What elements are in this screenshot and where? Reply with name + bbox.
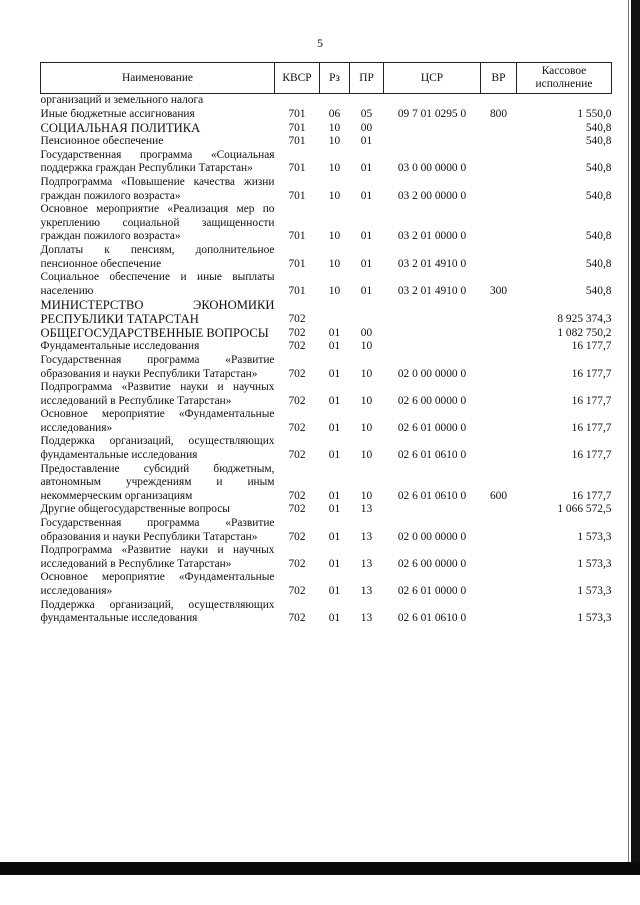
row-csr: 02 6 01 0610 0 xyxy=(397,449,467,462)
row-pr: 01 xyxy=(360,257,373,270)
row-kvsr: 701 xyxy=(288,189,306,202)
row-name: Подпрограмма «Развитие науки и научных исследований в Республике Татарстан» xyxy=(40,544,275,570)
table-row xyxy=(41,149,612,176)
row-csr: 03 2 01 0000 0 xyxy=(397,230,467,243)
row-cash-execution: 16 177,7 xyxy=(571,421,612,434)
row-kvsr: 702 xyxy=(288,489,306,502)
row-csr: 02 6 01 0000 0 xyxy=(397,585,467,597)
row-pr: 13 xyxy=(360,585,373,597)
row-pr: 01 xyxy=(360,230,373,243)
row-pr: 01 xyxy=(360,135,373,148)
row-pr: 01 xyxy=(360,284,373,297)
row-csr: 02 6 00 0000 0 xyxy=(397,557,467,570)
row-rz: 01 xyxy=(328,530,341,543)
row-pr: 05 xyxy=(360,107,373,120)
table-row xyxy=(41,503,612,517)
row-csr: 02 0 00 0000 0 xyxy=(397,367,467,380)
row-name: Предоставление субсидий бюджетным, автономным учреждениям и иным некоммерческим организациям xyxy=(40,462,275,502)
row-rz xyxy=(320,94,350,108)
row-rz: 10 xyxy=(328,189,341,202)
row-name: Государственная программа «Развитие образования и науки Республики Татарстан» xyxy=(40,353,275,380)
row-vr xyxy=(481,599,517,626)
row-vr: 600 xyxy=(489,489,508,502)
row-kvsr: 702 xyxy=(288,530,306,543)
row-kvsr: 701 xyxy=(288,257,306,270)
row-rz: 10 xyxy=(328,135,341,148)
table-row xyxy=(41,271,612,298)
row-name: Поддержка организаций, осуществляющих фундаментальные исследования xyxy=(40,435,275,462)
row-pr: 10 xyxy=(360,340,373,353)
row-cash-execution: 540,8 xyxy=(585,121,612,134)
row-pr: 13 xyxy=(360,530,373,543)
scan-bottom-border xyxy=(0,862,640,875)
row-pr: 01 xyxy=(360,189,373,202)
row-cash-execution: 1 573,3 xyxy=(577,585,612,597)
row-csr: 03 0 00 0000 0 xyxy=(397,162,467,175)
row-rz: 01 xyxy=(328,367,341,380)
header-csr: ЦСР xyxy=(384,63,481,94)
row-name: Доплаты к пенсиям, дополнительное пенсионное обеспечение xyxy=(40,243,275,270)
row-name: Фундаментальные исследования xyxy=(40,340,200,353)
row-pr: 10 xyxy=(360,421,373,434)
row-pr: 13 xyxy=(360,612,373,625)
row-kvsr: 702 xyxy=(288,340,306,353)
row-kvsr: 702 xyxy=(288,394,306,407)
row-csr xyxy=(384,298,481,326)
row-rz: 10 xyxy=(328,257,341,270)
row-rz: 01 xyxy=(328,394,341,407)
row-name: МИНИСТЕРСТВО ЭКОНОМИКИ РЕСПУБЛИКИ ТАТАРСТАН xyxy=(40,298,275,327)
row-kvsr: 701 xyxy=(288,162,306,175)
table-row xyxy=(41,340,612,354)
row-kvsr: 701 xyxy=(288,135,306,148)
row-kvsr: 702 xyxy=(288,449,306,462)
row-csr xyxy=(384,340,481,354)
row-vr xyxy=(481,503,517,517)
table-row xyxy=(41,463,612,504)
row-rz: 10 xyxy=(328,121,341,134)
scan-edge-line xyxy=(628,0,629,862)
row-vr: 300 xyxy=(489,284,508,297)
row-csr: 03 2 01 4910 0 xyxy=(397,284,467,297)
row-vr xyxy=(481,544,517,571)
row-name: Поддержка организаций, осуществляющих фундаментальные исследования xyxy=(40,598,275,625)
row-csr: 02 6 01 0610 0 xyxy=(397,489,467,502)
row-pr: 01 xyxy=(360,162,373,175)
row-rz xyxy=(320,298,350,326)
row-kvsr: 702 xyxy=(288,557,306,570)
table-row xyxy=(41,435,612,462)
row-cash-execution: 1 573,3 xyxy=(577,530,612,543)
table-row xyxy=(41,203,612,244)
row-csr xyxy=(384,121,481,135)
row-cash-execution: 540,8 xyxy=(585,135,612,148)
row-vr xyxy=(481,517,517,544)
row-rz: 10 xyxy=(328,230,341,243)
row-rz: 10 xyxy=(328,284,341,297)
row-name: Подпрограмма «Повышение качества жизни граждан пожилого возраста» xyxy=(40,175,275,202)
row-kvsr: 702 xyxy=(288,367,306,380)
row-pr: 00 xyxy=(360,326,373,339)
row-cash-execution: 540,8 xyxy=(585,284,612,297)
row-kvsr: 702 xyxy=(288,326,306,339)
row-name: СОЦИАЛЬНАЯ ПОЛИТИКА xyxy=(40,121,201,136)
row-rz: 01 xyxy=(328,421,341,434)
row-cash-execution: 540,8 xyxy=(585,162,612,175)
row-cash-execution: 1 066 572,5 xyxy=(557,503,612,516)
row-cash-execution: 16 177,7 xyxy=(571,367,612,380)
row-csr xyxy=(384,94,481,108)
row-name: Государственная программа «Социальная поддержка граждан Республики Татарстан» xyxy=(40,148,275,175)
table-row xyxy=(41,121,612,135)
row-cash-execution: 16 177,7 xyxy=(571,340,612,353)
row-name: ОБЩЕГОСУДАРСТВЕННЫЕ ВОПРОСЫ xyxy=(40,326,269,341)
header-cash-execution: Кассовое исполнение xyxy=(517,63,612,94)
row-cash-execution: 540,8 xyxy=(585,189,612,202)
row-rz: 01 xyxy=(328,449,341,462)
row-rz: 10 xyxy=(328,162,341,175)
row-rz: 01 xyxy=(328,585,341,597)
row-cash-execution xyxy=(517,94,612,108)
row-kvsr: 702 xyxy=(288,421,306,434)
row-kvsr: 702 xyxy=(288,503,306,516)
row-cash-execution: 16 177,7 xyxy=(571,489,612,502)
budget-table xyxy=(40,62,612,626)
table-row xyxy=(41,544,612,571)
row-csr xyxy=(384,326,481,340)
row-csr: 02 6 01 0000 0 xyxy=(397,421,467,434)
table-row xyxy=(41,176,612,203)
row-csr: 09 7 01 0295 0 xyxy=(397,107,467,120)
table-row xyxy=(41,354,612,381)
table-row xyxy=(41,408,612,435)
row-kvsr xyxy=(275,94,320,108)
row-pr xyxy=(350,298,384,326)
row-vr xyxy=(481,326,517,340)
row-cash-execution: 8 925 374,3 xyxy=(557,312,612,325)
row-cash-execution: 16 177,7 xyxy=(571,394,612,407)
row-cash-execution: 540,8 xyxy=(585,257,612,270)
row-vr xyxy=(481,94,517,108)
row-cash-execution: 1 573,3 xyxy=(577,612,612,625)
row-vr xyxy=(481,135,517,149)
row-vr xyxy=(481,176,517,203)
row-cash-execution: 540,8 xyxy=(585,230,612,243)
row-vr xyxy=(481,244,517,271)
row-csr xyxy=(384,503,481,517)
table-row xyxy=(41,517,612,544)
header-vr: ВР xyxy=(481,63,517,94)
row-vr xyxy=(481,354,517,381)
table-row xyxy=(41,94,612,108)
row-cash-execution: 1 550,0 xyxy=(577,107,612,120)
row-kvsr: 702 xyxy=(288,612,306,625)
row-csr: 02 6 01 0610 0 xyxy=(397,612,467,625)
table-row xyxy=(41,298,612,326)
row-rz: 01 xyxy=(328,557,341,570)
row-name: Основное мероприятие «Фундаментальные исследования» xyxy=(40,408,275,434)
row-cash-execution: 16 177,7 xyxy=(571,449,612,462)
row-pr: 10 xyxy=(360,489,373,502)
row-name: Подпрограмма «Развитие науки и научных исследований в Республике Татарстан» xyxy=(40,381,275,407)
row-name: Основное мероприятие «Фундаментальные исследования» xyxy=(40,571,275,597)
header-kvsr: КВСР xyxy=(275,63,320,94)
row-pr: 13 xyxy=(360,557,373,570)
row-pr: 13 xyxy=(360,503,373,516)
row-vr xyxy=(481,149,517,176)
row-rz: 01 xyxy=(328,612,341,625)
row-vr xyxy=(481,340,517,354)
row-cash-execution: 1 082 750,2 xyxy=(557,326,612,339)
table-row xyxy=(41,381,612,408)
table-row xyxy=(41,135,612,149)
table-row xyxy=(41,244,612,271)
row-pr xyxy=(350,94,384,108)
row-kvsr: 702 xyxy=(288,312,306,325)
header-name: Наименование xyxy=(41,63,275,94)
table-row xyxy=(41,599,612,626)
row-kvsr: 702 xyxy=(288,585,306,597)
row-cash-execution: 1 573,3 xyxy=(577,557,612,570)
row-pr: 10 xyxy=(360,449,373,462)
row-rz: 01 xyxy=(328,340,341,353)
row-name: Пенсионное обеспечение xyxy=(40,135,164,148)
row-pr: 10 xyxy=(360,394,373,407)
row-csr: 03 2 01 4910 0 xyxy=(397,257,467,270)
scan-right-border xyxy=(631,0,640,875)
row-kvsr: 701 xyxy=(288,107,306,120)
row-rz: 01 xyxy=(328,489,341,502)
table-row xyxy=(41,571,612,598)
row-name: Иные бюджетные ассигнования xyxy=(40,107,195,120)
row-pr: 00 xyxy=(360,121,373,134)
row-kvsr: 701 xyxy=(288,284,306,297)
row-vr xyxy=(481,203,517,244)
row-vr xyxy=(481,381,517,408)
row-kvsr: 701 xyxy=(288,121,306,134)
row-pr: 10 xyxy=(360,367,373,380)
row-rz: 01 xyxy=(328,503,341,516)
page-number: 5 xyxy=(317,36,323,50)
row-vr xyxy=(481,121,517,135)
row-vr xyxy=(481,298,517,326)
row-name: Основное мероприятие «Реализация мер по укреплению социальной защищенности граждан пожилого возраста» xyxy=(40,203,275,243)
row-vr: 800 xyxy=(489,107,508,120)
row-vr xyxy=(481,571,517,598)
row-csr: 02 0 00 0000 0 xyxy=(397,530,467,543)
row-name: Социальное обеспечение и иные выплаты населению xyxy=(40,271,275,297)
table-row xyxy=(41,326,612,340)
row-csr: 02 6 00 0000 0 xyxy=(397,394,467,407)
table-row xyxy=(41,108,612,122)
row-name: Другие общегосударственные вопросы xyxy=(40,503,230,516)
row-rz: 06 xyxy=(328,107,341,120)
table-header-row xyxy=(41,63,612,94)
row-vr xyxy=(481,408,517,435)
row-name: Государственная программа «Развитие образования и науки Республики Татарстан» xyxy=(40,517,275,543)
row-csr xyxy=(384,135,481,149)
row-csr: 03 2 00 0000 0 xyxy=(397,189,467,202)
row-name: организаций и земельного налога xyxy=(40,94,204,106)
header-rz: Рз xyxy=(320,63,350,94)
header-pr: ПР xyxy=(350,63,384,94)
row-kvsr: 701 xyxy=(288,230,306,243)
row-rz: 01 xyxy=(328,326,341,339)
row-vr xyxy=(481,435,517,462)
